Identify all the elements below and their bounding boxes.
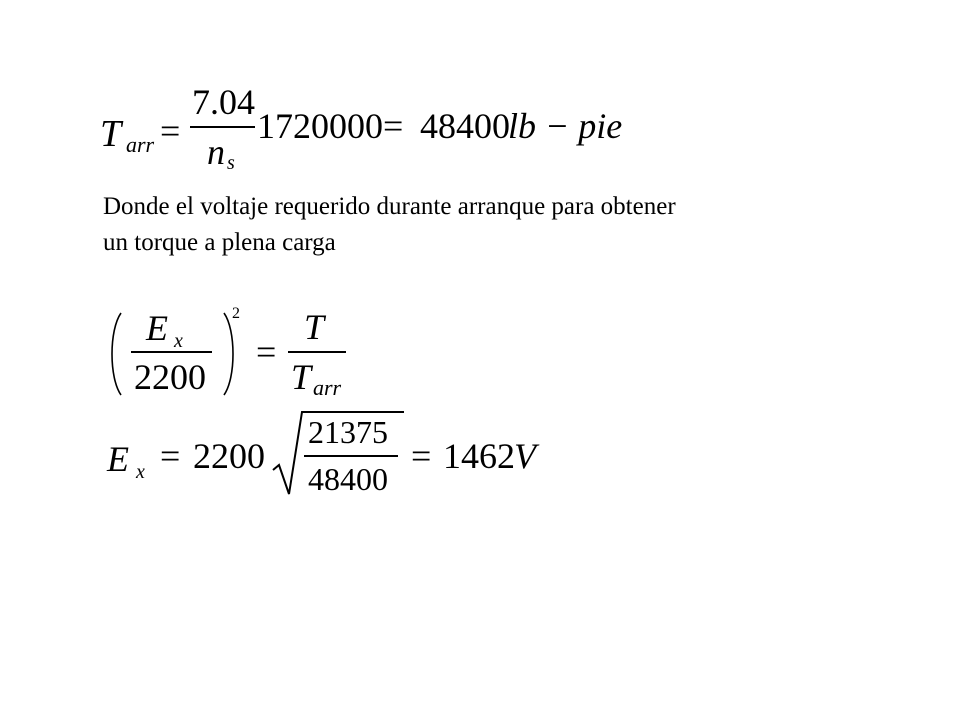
ratio-numerator-subscript: x [174,330,183,352]
lhs-voltage-symbol: E [107,439,129,479]
equals-sign: = [256,332,277,372]
fraction-denominator-subscript: s [227,152,235,174]
result-unit: lb − pie [508,106,623,146]
ratio-denominator: 2200 [134,357,206,397]
equals-sign: = [160,436,181,476]
rhs-denominator-subscript: arr [313,375,342,400]
coefficient-value: 2200 [193,436,265,476]
lhs-torque-symbol: T [100,113,122,155]
equals-sign: = [411,436,432,476]
radicand-denominator: 48400 [308,461,388,497]
exponent: 2 [232,305,240,322]
equation-voltage-ratio [112,305,346,400]
right-parenthesis [224,313,233,395]
rhs-denominator-symbol: T [291,357,312,397]
result-value: 48400 [420,106,510,146]
equation-starting-torque [100,82,622,174]
result-value: 1462 [443,436,515,476]
fraction-denominator-symbol: n [207,132,225,172]
ratio-numerator-symbol: E [146,308,168,348]
equals-sign: = [383,106,404,146]
paragraph-line-1: Donde el voltaje requerido durante arranque para obtener [103,193,676,220]
lhs-torque-subscript: arr [126,132,155,157]
rhs-numerator-symbol: T [304,307,325,347]
lhs-voltage-subscript: x [136,461,145,483]
paragraph-line-2: un torque a plena carga [103,229,336,256]
fraction-numerator: 7.04 [192,82,255,122]
equation-required-voltage [106,412,540,497]
result-unit: V [514,436,536,476]
explanation-paragraph [103,189,863,261]
multiplier-value: 1720000 [257,106,383,146]
radicand-numerator: 21375 [308,414,388,450]
equals-sign: = [160,111,181,151]
left-parenthesis [112,313,121,395]
